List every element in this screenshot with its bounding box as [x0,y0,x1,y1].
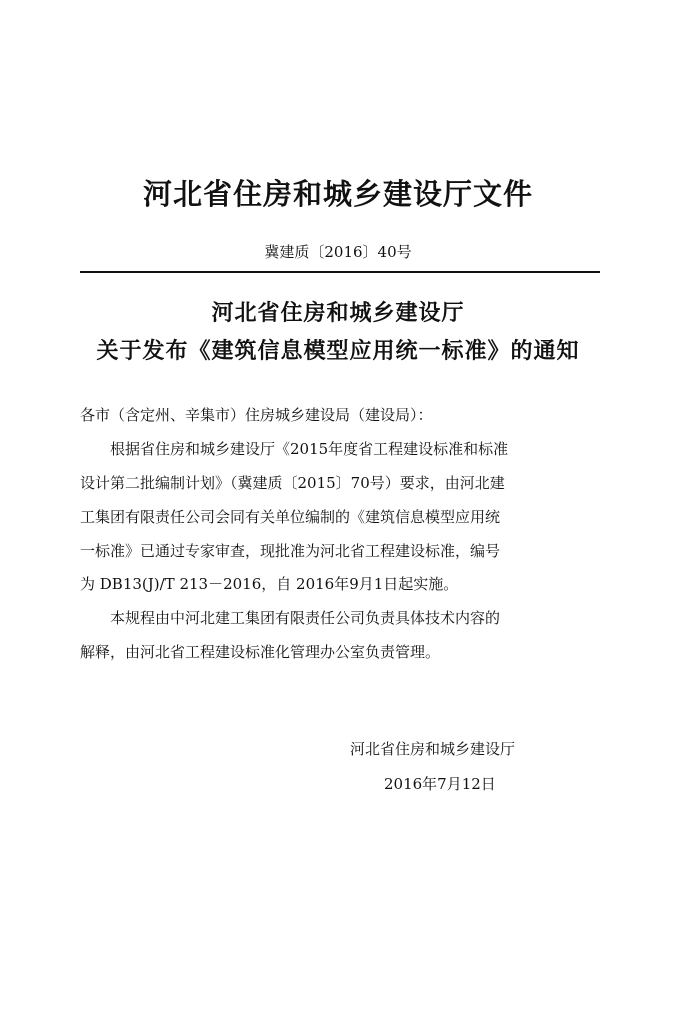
notice-title-line-2: 关于发布《建筑信息模型应用统一标准》的通知 [96,338,580,364]
issue-date: 2016年7月12日 [384,775,496,793]
header-divider [80,271,600,273]
issuer-signature: 河北省住房和城乡建设厅 [350,740,516,758]
document-number: 冀建质〔2016〕40号 [264,243,412,261]
paragraph-line: 本规程由中河北建工集团有限责任公司负责具体技术内容的 [110,609,501,627]
paragraph-line: 工集团有限责任公司会同有关单位编制的《建筑信息模型应用统 [80,508,501,526]
salutation: 各市（含定州、辛集市）住房城乡建设局（建设局）： [80,406,433,424]
paragraph-line: 一标准》已通过专家审查，现批准为河北省工程建设标准，编号 [80,542,501,560]
paragraph-line: 根据省住房和城乡建设厅《2015年度省工程建设标准和标准 [110,440,509,458]
document-header: 河北省住房和城乡建设厅文件 [142,177,533,211]
paragraph-line: 为 DB13(J)/T 213－2016，自 2016年9月1日起实施。 [80,575,459,593]
paragraph-line: 解释，由河北省工程建设标准化管理办公室负责管理。 [80,643,441,661]
notice-title-line-1: 河北省住房和城乡建设厅 [211,300,465,326]
paragraph-line: 设计第二批编制计划》（冀建质〔2015〕70号）要求，由河北建 [80,474,505,492]
